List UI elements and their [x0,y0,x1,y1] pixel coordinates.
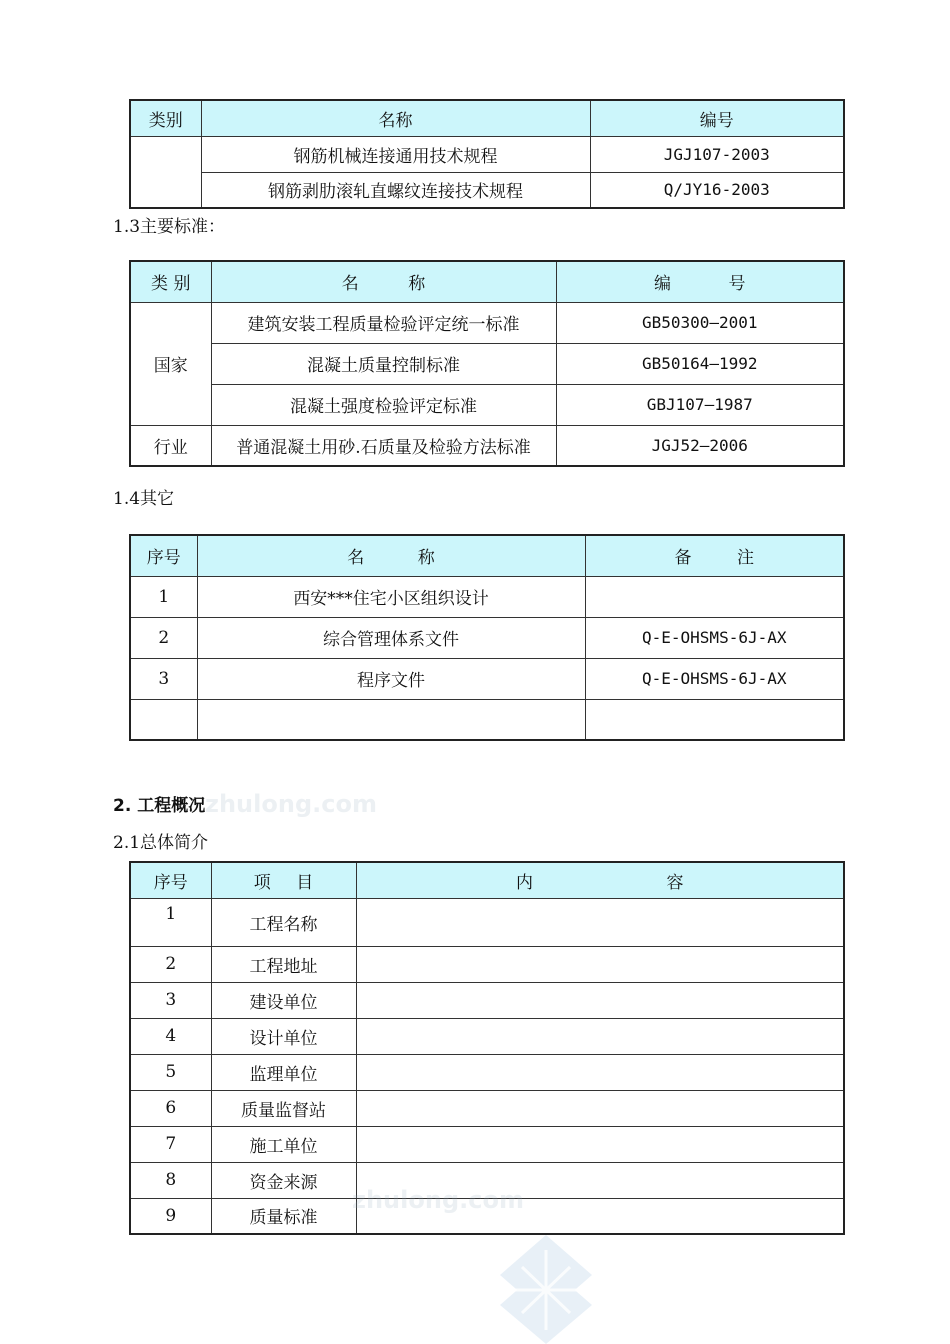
row-remark: Q-E-OHSMS-6J-AX [585,617,844,658]
row-remark [585,699,844,740]
table-row [130,172,844,208]
row-content [356,982,844,1018]
table-header-row [130,100,844,136]
row-name: 程序文件 [197,658,585,699]
standard-code: GB50164—1992 [556,343,844,384]
header-name-text: 名 称 [347,548,435,569]
row-item: 工程地址 [211,946,356,982]
row-item: 监理单位 [211,1054,356,1090]
row-item: 资金来源 [211,1162,356,1198]
row-content [356,1054,844,1090]
row-no: 9 [130,1198,211,1234]
table-row [130,946,844,982]
table-header-row [130,862,844,898]
main-standards-table [129,260,845,467]
table-header-row [130,261,844,302]
header-item-text: 项 目 [253,872,314,893]
header-item [211,862,356,898]
header-name [197,535,585,576]
table-row [130,425,844,466]
header-remark [585,535,844,576]
header-name [211,261,556,302]
table-row [130,617,844,658]
section-heading-2: 2. 工程概况 [113,796,206,816]
category-cell: 国家 [130,302,211,425]
row-content [356,946,844,982]
header-name-text: 名 称 [341,274,426,295]
standard-code: GBJ107—1987 [556,384,844,425]
standard-name: 钢筋机械连接通用技术规程 [201,136,590,172]
row-no: 5 [130,1054,211,1090]
header-no: 序号 [130,862,211,898]
standard-name: 混凝土质量控制标准 [211,343,556,384]
row-content [356,898,844,946]
header-remark-text: 备 注 [674,548,754,569]
row-no: 2 [130,617,197,658]
standard-name: 建筑安装工程质量检验评定统一标准 [211,302,556,343]
row-name [197,699,585,740]
header-no: 序号 [130,535,197,576]
row-item: 质量监督站 [211,1090,356,1126]
header-category: 类别 [130,100,201,136]
table-header-row [130,535,844,576]
standard-code: GB50300—2001 [556,302,844,343]
row-no [130,699,197,740]
standard-name: 普通混凝土用砂.石质量及检验方法标准 [211,425,556,466]
row-no: 7 [130,1126,211,1162]
table-row [130,302,844,343]
section-subtitle-2-1: 2.1总体简介 [113,833,209,853]
table-row [130,1018,844,1054]
row-item: 设计单位 [211,1018,356,1054]
row-no: 2 [130,946,211,982]
row-item: 建设单位 [211,982,356,1018]
row-content [356,1090,844,1126]
table-row [130,982,844,1018]
section-title-1-3: 1.3主要标准： [113,217,226,237]
category-cell: 行业 [130,425,211,466]
row-content [356,1018,844,1054]
row-item: 质量标准 [211,1198,356,1234]
project-overview-table [129,861,845,1235]
table-row [130,658,844,699]
table-row [130,576,844,617]
watermark-text: zhulong.com [352,1186,524,1214]
header-content [356,862,844,898]
row-item: 工程名称 [211,898,356,946]
standard-code: JGJ52—2006 [556,425,844,466]
watermark-text: zhulong.com [205,790,377,818]
header-code-text: 编 号 [654,274,746,295]
header-code [556,261,844,302]
table-row [130,699,844,740]
row-remark [585,576,844,617]
table-row [130,384,844,425]
row-name: 综合管理体系文件 [197,617,585,658]
row-no: 3 [130,982,211,1018]
header-content-text: 内 容 [516,872,684,893]
row-name: 西安***住宅小区组织设计 [197,576,585,617]
table-row [130,1090,844,1126]
standards-table-continued [129,99,845,209]
row-no: 3 [130,658,197,699]
standard-name: 混凝土强度检验评定标准 [211,384,556,425]
watermark-logo-icon [500,1235,592,1344]
standard-code: JGJ107-2003 [590,136,844,172]
row-content [356,1126,844,1162]
row-no: 1 [130,898,211,946]
standard-name: 钢筋剥肋滚轧直螺纹连接技术规程 [201,172,590,208]
row-item: 施工单位 [211,1126,356,1162]
standard-code: Q/JY16-2003 [590,172,844,208]
other-documents-table [129,534,845,741]
table-row [130,1054,844,1090]
table-row [130,343,844,384]
row-remark: Q-E-OHSMS-6J-AX [585,658,844,699]
row-no: 4 [130,1018,211,1054]
table-row [130,898,844,946]
row-no: 1 [130,576,197,617]
row-no: 8 [130,1162,211,1198]
row-no: 6 [130,1090,211,1126]
header-code: 编号 [590,100,844,136]
section-title-1-4: 1.4其它 [113,489,175,509]
category-cell-empty [130,136,201,208]
header-category: 类 别 [130,261,211,302]
header-name: 名称 [201,100,590,136]
table-row [130,136,844,172]
table-row [130,1126,844,1162]
